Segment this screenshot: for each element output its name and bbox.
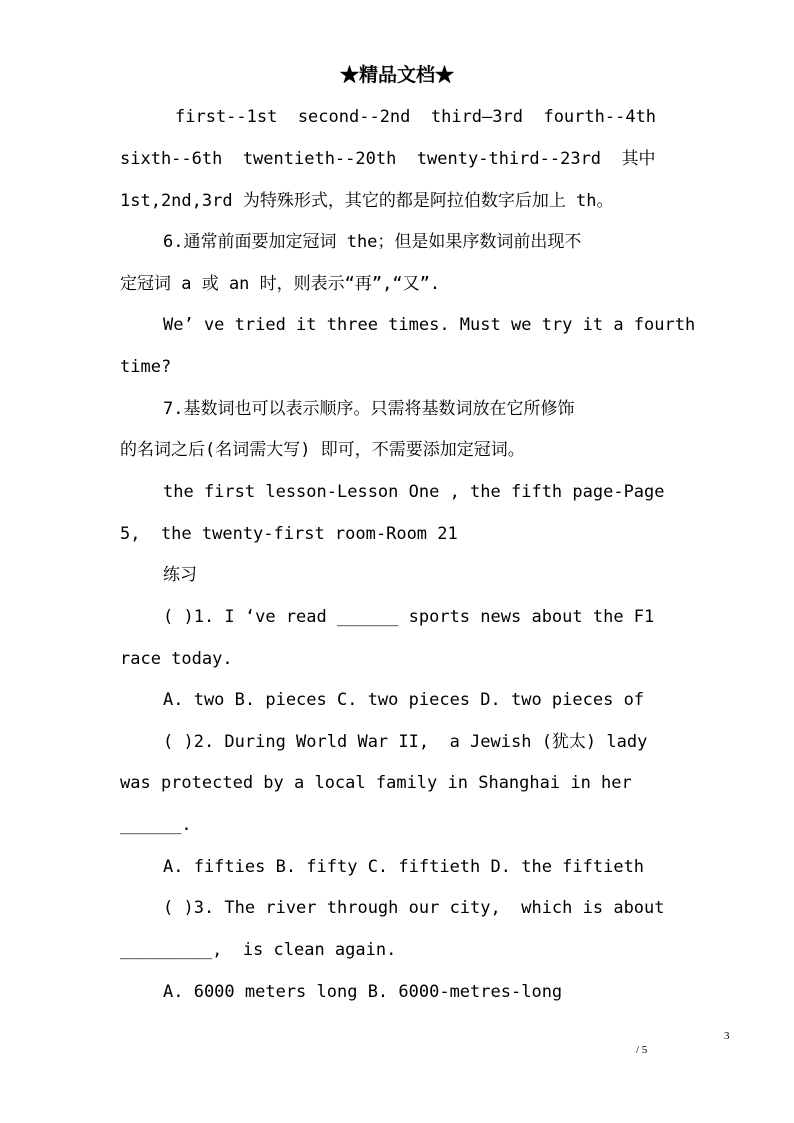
page-total: / 5 [636,1044,648,1056]
text-line: 5, the twenty-first room-Room 21 [120,524,458,544]
answer-options-2: A. fifties B. fifty C. fiftieth D. the fiftieth [163,857,645,877]
text-line: race today. [120,649,233,669]
question-3: ( )3. The river through our city, which is about [163,898,665,918]
text-line: 的名词之后(名词需大写) 即可，不需要添加定冠词。 [120,440,525,460]
text-line: sixth--6th twentieth--20th twenty-third--23rd 其中 [120,149,656,169]
text-line: time? [120,357,172,377]
text-line: first--1st second--2nd third—3rd fourth--4th [175,107,657,127]
text-line: 7.基数词也可以表示顺序。只需将基数词放在它所修饰 [163,399,575,419]
answer-options-3: A. 6000 meters long B. 6000-metres-long [163,982,563,1002]
page-header: ★精品文档★ [339,64,454,86]
text-line: the first lesson-Lesson One , the fifth page-Page [163,482,665,502]
text-line: _________, is clean again. [120,940,397,960]
text-line: 定冠词 a 或 an 时，则表示“再”,“又”. [120,274,441,294]
answer-options-1: A. two B. pieces C. two pieces D. two pieces of [163,690,645,710]
text-line: We’ ve tried it three times. Must we try it a fourth [163,315,696,335]
page-number: 3 [724,1030,730,1042]
question-1: ( )1. I ‘ve read ______ sports news about the F1 [163,607,655,627]
text-line: was protected by a local family in Shanghai in her [120,773,632,793]
text-line: 6.通常前面要加定冠词 the；但是如果序数词前出现不 [163,232,582,252]
text-line: 1st,2nd,3rd 为特殊形式，其它的都是阿拉伯数字后加上 th。 [120,191,614,211]
question-2: ( )2. During World War II, a Jewish (犹太) lady [163,732,648,752]
text-line: ______. [120,815,192,835]
section-heading: 练习 [163,565,197,585]
